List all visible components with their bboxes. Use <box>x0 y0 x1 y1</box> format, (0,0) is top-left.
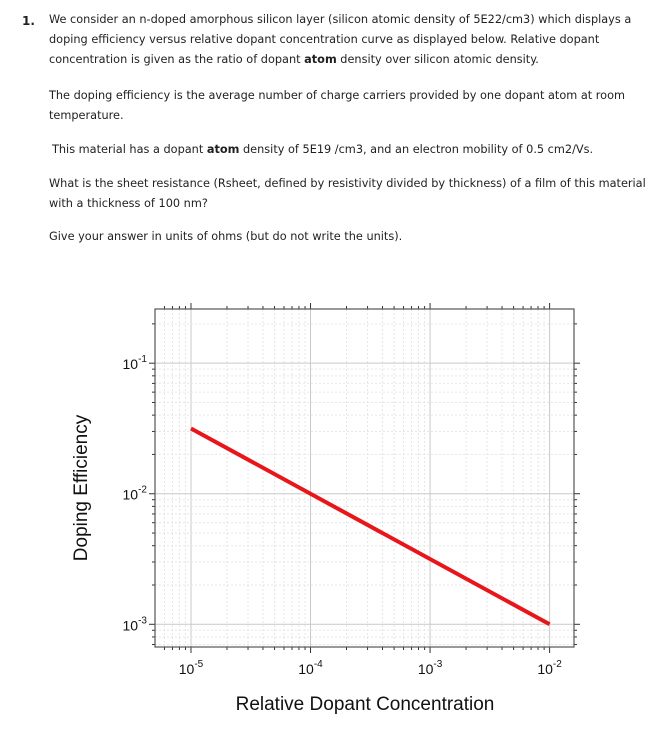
question-paragraph-2: The doping efficiency is the average number of charge carriers provided by one dopant atom at room temperature. <box>49 89 625 122</box>
series-layer <box>191 428 550 624</box>
x-tick-label <box>298 659 323 677</box>
x-tick-label <box>179 659 204 677</box>
x-tick-label-exponent: -5 <box>194 659 204 670</box>
y-tick-label-exponent: -2 <box>138 484 147 496</box>
efficiency-line <box>191 428 550 624</box>
grid-layer <box>155 309 574 647</box>
question-paragraph-4: What is the sheet resistance (Rsheet, defined by resistivity divided by thickness) of a film of this material with a thickness of 100 nm? <box>49 177 646 210</box>
ticks-layer <box>149 303 580 653</box>
y-tick-label-base: 10 <box>122 617 139 634</box>
x-tick-label-base: 10 <box>417 661 434 677</box>
plot-frame <box>155 309 574 647</box>
x-tick-label-exponent: -3 <box>433 659 443 670</box>
y-tick-label-exponent: -3 <box>138 615 147 627</box>
question-paragraph-5: Give your answer in units of ohms (but do not write the units). <box>49 230 403 243</box>
x-tick-label-base: 10 <box>178 661 195 677</box>
x-tick-label-exponent: -4 <box>313 659 323 670</box>
paragraph-1-text-a: We consider an n-doped amorphous silicon layer (silicon atomic density of 5E22/cm3) which displays a doping efficiency versus relative dopant concentration curve as displayed below. Relative dopant concentration is given as the ratio of dopant <box>49 13 632 66</box>
y-tick-label <box>123 615 148 633</box>
y-axis-label: Doping Efficiency <box>71 414 92 562</box>
y-tick-label-base: 10 <box>122 486 139 503</box>
x-tick-label <box>418 659 443 677</box>
x-tick-label-exponent: -2 <box>552 659 562 670</box>
x-tick-label-base: 10 <box>537 661 553 677</box>
y-tick-label <box>123 485 148 503</box>
paragraph-1-bold: atom <box>304 53 337 66</box>
x-axis-label: Relative Dopant Concentration <box>235 694 495 715</box>
paragraph-3-bold: atom <box>206 143 240 156</box>
paragraph-3-text-b: density of 5E19 /cm3, and an electron mobility of 0.5 cm2/Vs. <box>239 143 594 156</box>
question-number: 1. <box>22 14 35 28</box>
y-tick-label-exponent: -1 <box>138 354 147 366</box>
y-tick-label <box>123 354 148 372</box>
paragraph-1-text-b: density over silicon atomic density. <box>336 53 539 66</box>
x-tick-label <box>537 659 562 677</box>
y-tick-label-base: 10 <box>122 356 139 373</box>
x-tick-label-base: 10 <box>298 661 314 677</box>
paragraph-3-text-a: This material has a dopant <box>52 143 207 156</box>
